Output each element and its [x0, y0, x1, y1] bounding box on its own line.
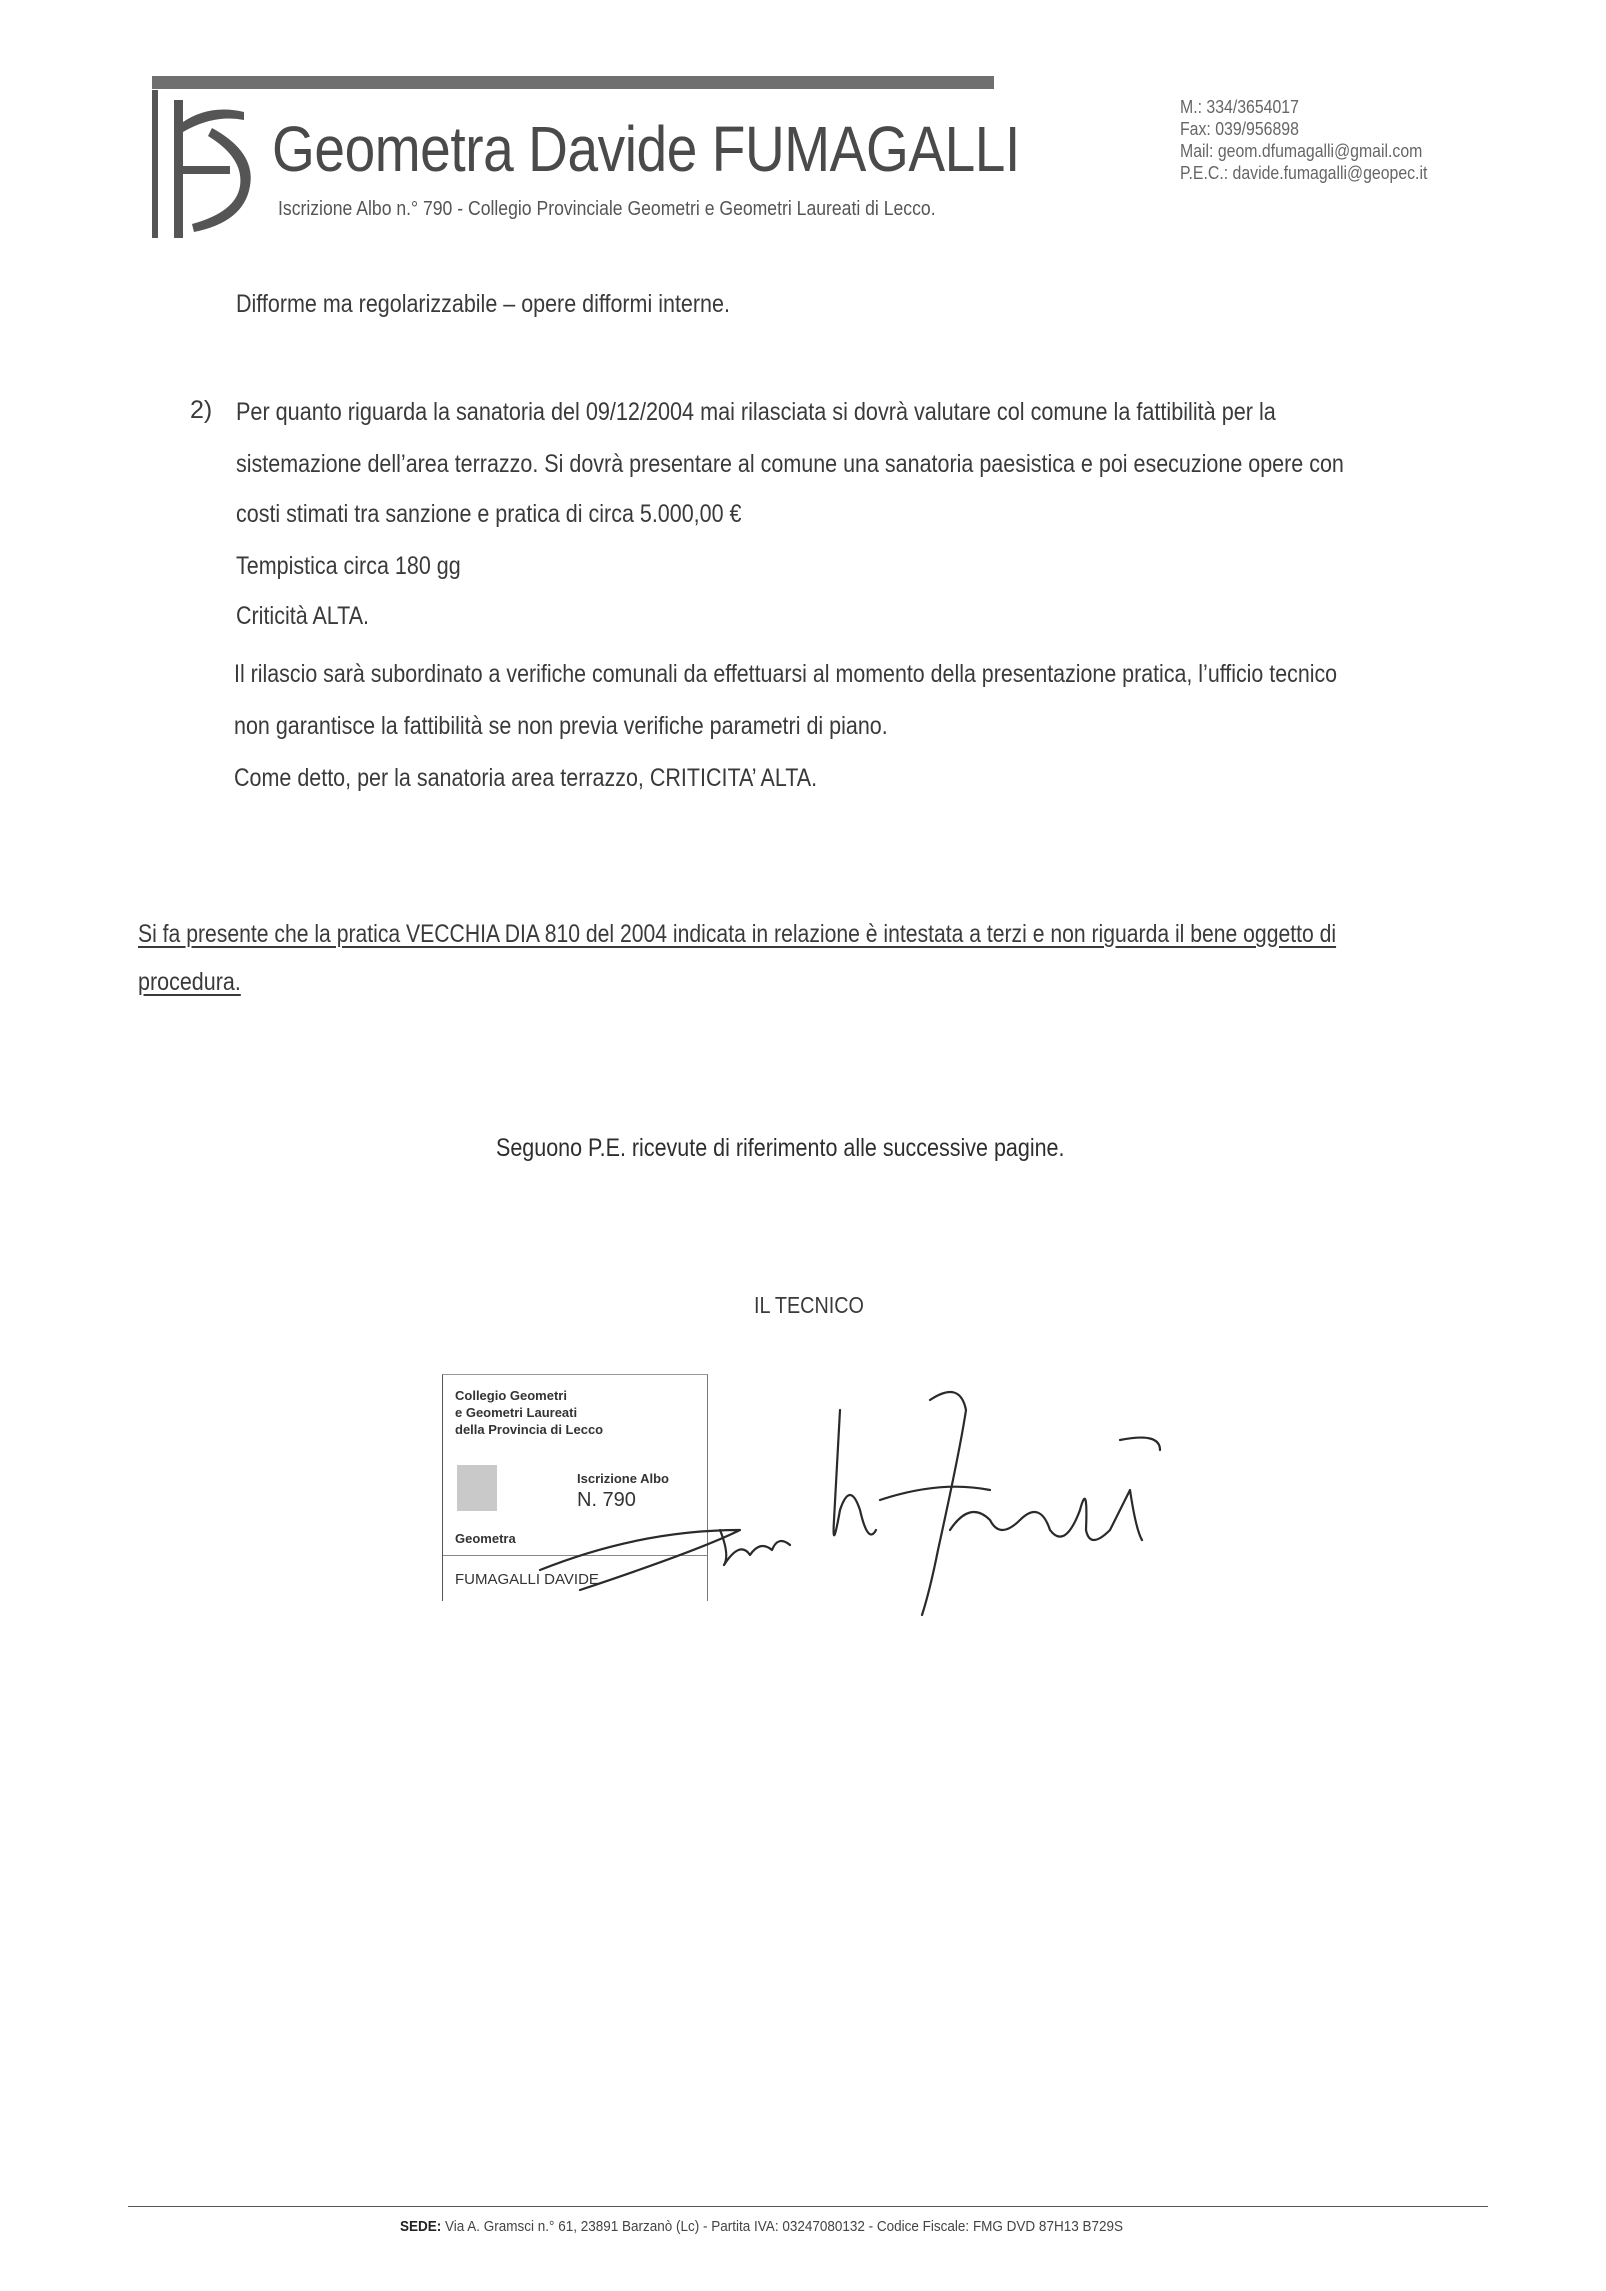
item-number: 2): [190, 396, 213, 424]
contact-mail: Mail: geom.dfumagalli@gmail.com: [1180, 141, 1423, 161]
footer: [400, 2218, 1123, 2235]
intro-line: Difforme ma regolarizzabile – opere difformi interne.: [236, 290, 730, 318]
note-line-1: Si fa presente che la pratica VECCHIA DIA 810 del 2004 indicata in relazione è intestata a terzi e non riguarda il bene oggetto di: [138, 920, 1337, 948]
footer-rule: [128, 2206, 1488, 2207]
il-tecnico: IL TECNICO: [754, 1292, 864, 1318]
item-line-1: Per quanto riguarda la sanatoria del 09/12/2004 mai rilasciata si dovrà valutare col comune la fattibilità per la: [236, 398, 1276, 426]
signature-icon: [520, 1380, 1200, 1620]
stamp-holder: FUMAGALLI DAVIDE: [455, 1571, 599, 1588]
tempistica: Tempistica circa 180 gg: [236, 552, 461, 580]
stamp-title: Collegio Geometri e Geometri Laureati della Provincia di Lecco: [455, 1388, 604, 1437]
rilascio-line-2: non garantisce la fattibilità se non previa verifiche parametri di piano.: [234, 712, 888, 740]
collegio-logo-icon: [457, 1465, 497, 1511]
stamp-albo-number: N. 790: [577, 1489, 636, 1511]
note-line-2: procedura.: [138, 968, 241, 996]
stamp-albo-label: Iscrizione Albo: [577, 1471, 669, 1486]
letterhead-subtitle: Iscrizione Albo n.° 790 - Collegio Provinciale Geometri e Geometri Laureati di Lecco.: [278, 198, 936, 220]
come-detto: Come detto, per la sanatoria area terrazzo, CRITICITA’ ALTA.: [234, 764, 818, 792]
criticita: Criticità ALTA.: [236, 602, 370, 630]
contact-pec: P.E.C.: davide.fumagalli@geopec.it: [1180, 163, 1428, 183]
rilascio-line-1: Il rilascio sarà subordinato a verifiche comunali da effettuarsi al momento della presentazione pratica, l’ufficio tecnico: [234, 660, 1338, 688]
contact-mobile: M.: 334/3654017: [1180, 97, 1299, 117]
seguono-line: Seguono P.E. ricevute di riferimento alle successive pagine.: [496, 1134, 1065, 1162]
letterhead-top-bar: [152, 76, 994, 89]
item-line-3: costi stimati tra sanzione e pratica di circa 5.000,00 €: [236, 500, 742, 528]
letterhead-name: Geometra Davide FUMAGALLI: [272, 113, 1020, 185]
item-line-2: sistemazione dell’area terrazzo. Si dovrà presentare al comune una sanatoria paesistica e poi esecuzione opere con: [236, 450, 1344, 478]
footer-text: Via A. Gramsci n.° 61, 23891 Barzanò (Lc) - Partita IVA: 03247080132 - Codice Fiscale: FMG DVD 87H13 B729S: [445, 2218, 1124, 2235]
contact-fax: Fax: 039/956898: [1180, 119, 1299, 139]
stamp-role: Geometra: [455, 1531, 516, 1546]
letterhead-contacts: [1180, 96, 1427, 184]
df-logo-icon: [152, 82, 264, 242]
footer-label: SEDE:: [400, 2218, 442, 2235]
